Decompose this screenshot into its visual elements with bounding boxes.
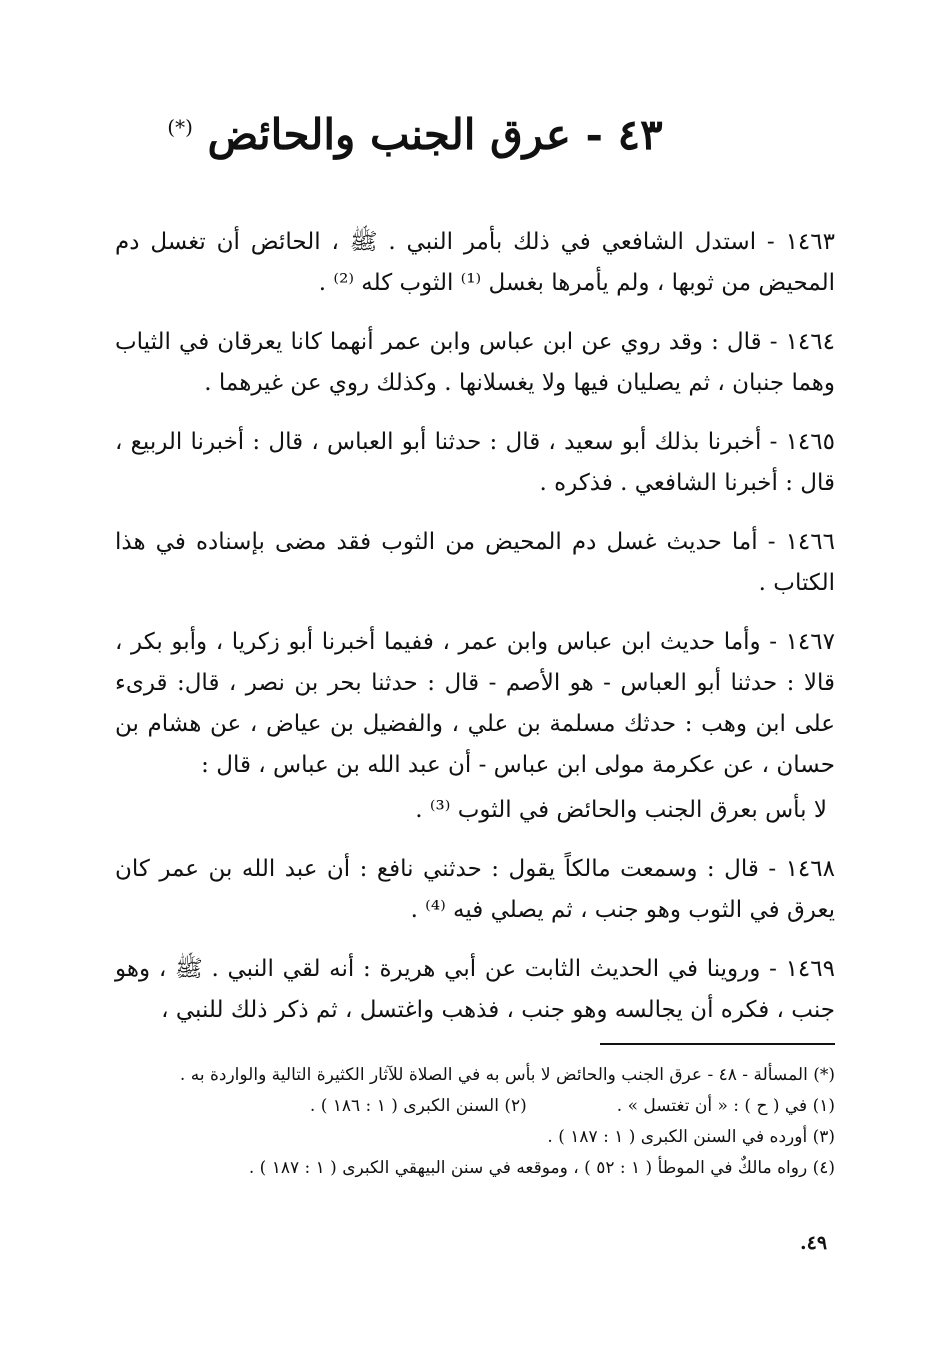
paragraph-1469: ١٤٦٩ - وروينا في الحديث الثابت عن أبي هريرة : أنه لقي النبي . ﷺ ، وهو جنب ، فكره أن يجالسه وهو جنب ، فذهب واغتسل ، ثم ذكر ذلك للنبي ،: [115, 956, 835, 1023]
quoted-statement: لا بأس بعرق الجنب والحائض في الثوب ⁽³⁾ .: [415, 797, 827, 823]
footnote-1: (١) في ( ح ) : « أن تغتسل » .: [616, 1096, 835, 1116]
footnote-star: (*) المسألة - ٤٨ - عرق الجنب والحائض لا بأس به في الصلاة للآثار الكثيرة التالية والواردة به .: [179, 1065, 835, 1085]
page-number: ٤٩.: [800, 1232, 828, 1254]
footnote-2: (٢) السنن الكبرى ( ١ : ١٨٦ ) .: [309, 1096, 527, 1116]
footnote-4: (٤) رواه مالكٌ في الموطأ ( ١ : ٥٢ ) ، وموقعه في سنن البيهقي الكبرى ( ١ : ١٨٧ ) .: [248, 1158, 835, 1178]
paragraph-1466: ١٤٦٦ - أما حديث غسل دم المحيض من الثوب فقد مضى بإسناده في هذا الكتاب .: [115, 529, 835, 596]
footnote-row-1-2: [115, 1091, 835, 1122]
footnote-divider: [600, 1043, 835, 1045]
chapter-title-marker: (*): [167, 115, 193, 139]
paragraph-1463: ١٤٦٣ - استدل الشافعي في ذلك بأمر النبي . ﷺ ، الحائض أن تغسل دم المحيض من ثوبها ، ولم يأمرها بغسل ⁽¹⁾ الثوب كله ⁽²⁾ .: [115, 229, 835, 296]
footnote-3: (٣) أورده في السنن الكبرى ( ١ : ١٨٧ ) .: [547, 1127, 835, 1147]
paragraph-1468: ١٤٦٨ - قال : وسمعت مالكاً يقول : حدثني نافع : أن عبد الله بن عمر كان يعرق في الثوب وهو جنب ، ثم يصلي فيه ⁽⁴⁾ .: [115, 856, 835, 923]
paragraph-1464: ١٤٦٤ - قال : وقد روي عن ابن عباس وابن عمر أنهما كانا يعرقان في الثياب وهما جنبان ، ثم يصليان فيها ولا يغسلانها . وكذلك روي عن غيرهما .: [115, 329, 835, 396]
footnotes: [115, 1060, 835, 1184]
main-text: [115, 222, 835, 1049]
chapter-title: [150, 92, 680, 170]
chapter-title-text: ٤٣ - عرق الجنب والحائض: [207, 110, 663, 159]
paragraph-1465: ١٤٦٥ - أخبرنا بذلك أبو سعيد ، قال : حدثنا أبو العباس ، قال : أخبرنا الربيع ، قال : أخبرنا الشافعي . فذكره .: [115, 429, 835, 496]
paragraph-1467: ١٤٦٧ - وأما حديث ابن عباس وابن عمر ، ففيما أخبرنا أبو زكريا ، وأبو بكر ، قالا : حدثنا أبو العباس - هو الأصم - قال : حدثنا بحر بن نصر ، قال: قرىء على ابن وهب : حدثك مسلمة بن علي ، والفضيل بن عياض ، عن هشام بن حسان ، عن عكرمة مولى ابن عباس - أن عبد الله بن عباس ، قال :: [115, 629, 835, 778]
